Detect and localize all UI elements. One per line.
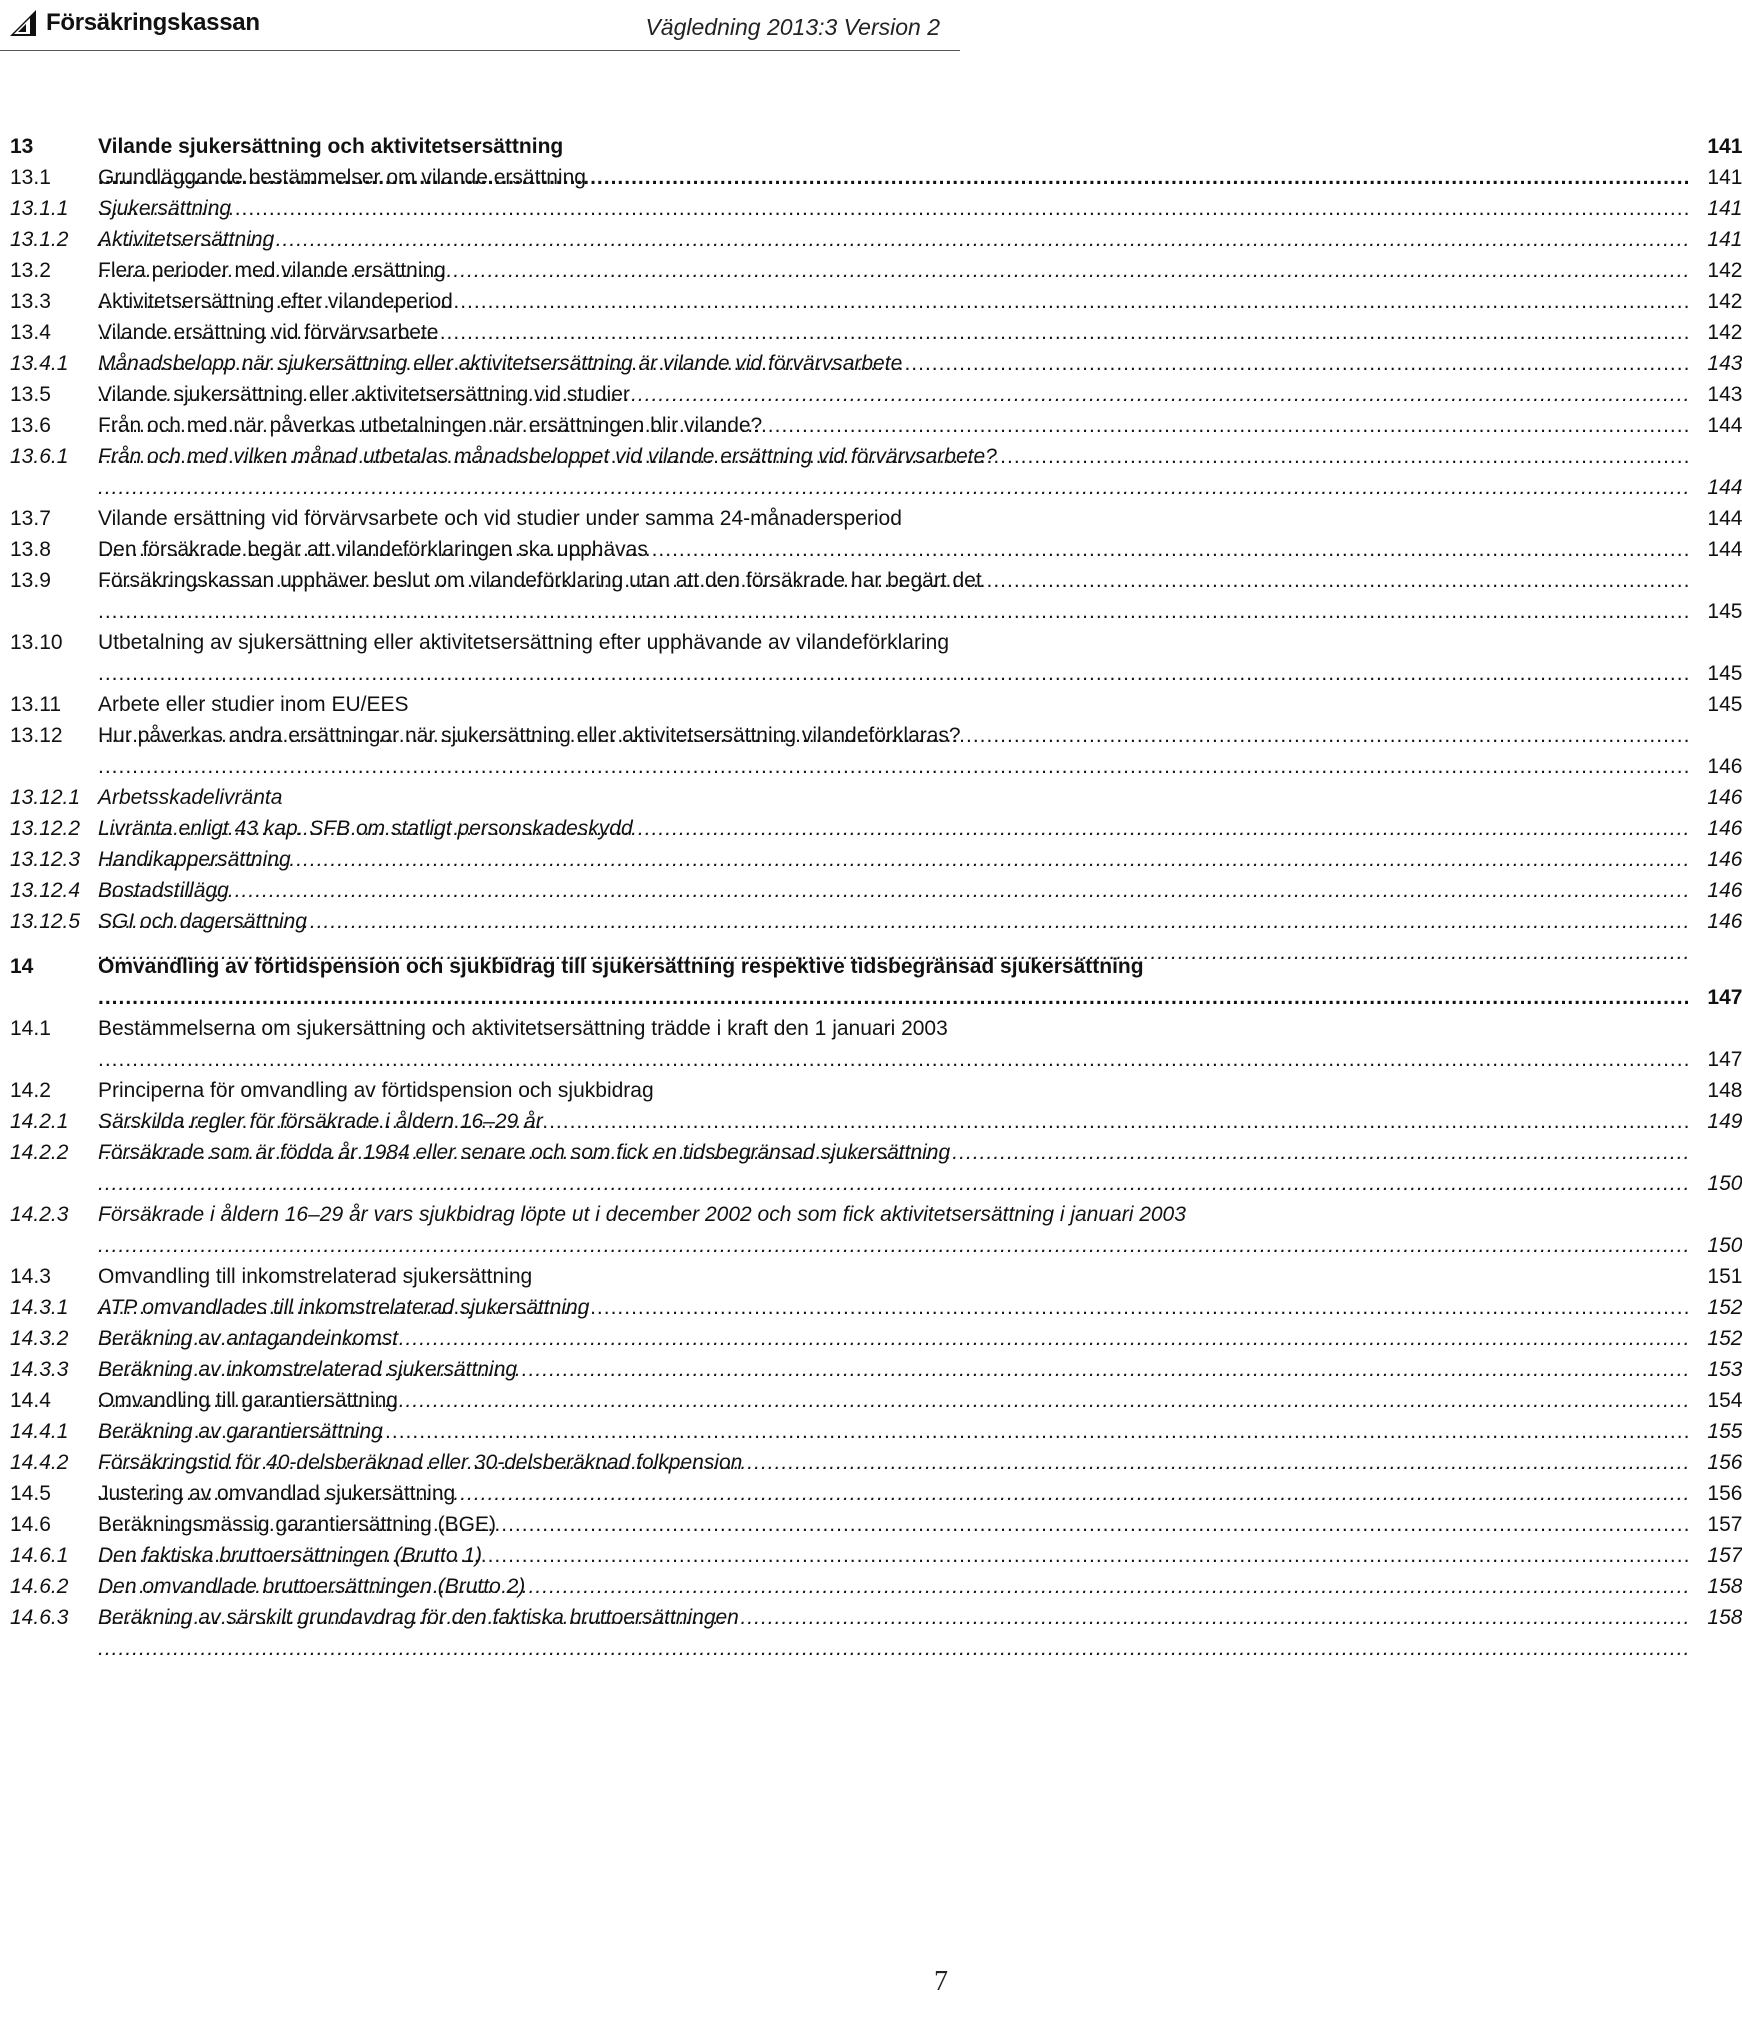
- toc-entry-page: 145: [1707, 693, 1742, 716]
- toc-entry-page: 143: [1707, 352, 1742, 375]
- header-divider: [0, 50, 960, 51]
- toc-entry-page: 143: [1707, 383, 1742, 406]
- toc-entry[interactable]: [10, 224, 1742, 255]
- logo-text: Försäkringskassan: [46, 9, 260, 36]
- toc-entry-title: Principerna för omvandling av förtidspension och sjukbidrag .....: [98, 1079, 1690, 1133]
- toc-entry-main: [98, 193, 1742, 224]
- toc-entry-page: 141: [1707, 197, 1742, 220]
- toc-entry-page: 142: [1707, 290, 1742, 313]
- toc-entry-page: 152: [1707, 1296, 1742, 1319]
- toc-entry-number: 13.7: [10, 507, 51, 530]
- toc-entry-main: [98, 1571, 1742, 1602]
- toc-entry-page: 144: [1707, 538, 1742, 561]
- toc-entry-title: Omvandling av förtidspension och sjukbidrag till sjukersättning respektive tidsbegränsad sjukersättning .....: [98, 955, 1690, 1009]
- toc-entry[interactable]: [10, 379, 1742, 410]
- toc-entry[interactable]: [10, 951, 1742, 1013]
- toc-entry-title: Från och med när påverkas utbetalningen när ersättningen blir vilande? .....: [98, 414, 1690, 468]
- toc-entry-page: 158: [1707, 1575, 1742, 1598]
- toc-entry[interactable]: [10, 689, 1742, 720]
- toc-entry-number: 14.3: [10, 1265, 51, 1288]
- toc-entry-number: 13.8: [10, 538, 51, 561]
- toc-entry-page: 144: [1707, 507, 1742, 530]
- toc-entry-page: 156: [1707, 1482, 1742, 1505]
- toc-entry-main: [98, 1540, 1742, 1571]
- toc-entry-title: Handikappersättning .....: [98, 848, 1690, 902]
- toc-entry[interactable]: [10, 627, 1742, 689]
- toc-entry[interactable]: [10, 1571, 1742, 1602]
- toc-entry[interactable]: [10, 193, 1742, 224]
- toc-entry-number: 14: [10, 955, 34, 978]
- toc-entry[interactable]: [10, 441, 1742, 503]
- toc-entry-number: 14.2.2: [10, 1141, 69, 1164]
- toc-entry-page: 153: [1707, 1358, 1742, 1381]
- toc-entry-number: 13.9: [10, 569, 51, 592]
- toc-entry[interactable]: [10, 813, 1742, 844]
- toc-entry-page: 146: [1707, 879, 1742, 902]
- toc-entry-page: 147: [1707, 986, 1742, 1009]
- toc-entry-main: [98, 720, 1742, 782]
- toc-entry-main: [98, 131, 1742, 162]
- toc-entry-main: [98, 782, 1742, 813]
- toc-entry-title: Arbetsskadelivränta .....: [98, 786, 1690, 840]
- toc-entry-page: 151: [1707, 1265, 1742, 1288]
- toc-entry-main: [98, 1137, 1742, 1199]
- toc-entry[interactable]: [10, 317, 1742, 348]
- toc-entry-page: 148: [1707, 1079, 1742, 1102]
- toc-entry[interactable]: [10, 1137, 1742, 1199]
- table-of-contents: [10, 131, 1742, 1633]
- toc-entry-main: [98, 1292, 1742, 1323]
- toc-entry-number: 13.4: [10, 321, 51, 344]
- toc-entry[interactable]: [10, 844, 1742, 875]
- toc-entry[interactable]: [10, 1416, 1742, 1447]
- toc-entry-number: 13.10: [10, 631, 63, 654]
- toc-entry-title: Bestämmelserna om sjukersättning och aktivitetsersättning trädde i kraft den 1 januari 2003 .....: [98, 1017, 1690, 1071]
- toc-entry-number: 14.6.2: [10, 1575, 69, 1598]
- toc-entry-main: [98, 1602, 1742, 1633]
- logo: [8, 8, 260, 38]
- toc-entry-title: Utbetalning av sjukersättning eller aktivitetsersättning efter upphävande av vilandeförklaring .....: [98, 631, 1690, 685]
- toc-entry-main: [98, 534, 1742, 565]
- toc-entry[interactable]: [10, 255, 1742, 286]
- toc-entry[interactable]: [10, 1509, 1742, 1540]
- toc-entry-title: Hur påverkas andra ersättningar när sjukersättning eller aktivitetsersättning vilandeförklaras? .....: [98, 724, 1690, 778]
- toc-entry[interactable]: [10, 875, 1742, 906]
- toc-entry-main: [98, 875, 1742, 906]
- toc-entry-number: 14.3.2: [10, 1327, 69, 1350]
- toc-entry-main: [98, 689, 1742, 720]
- toc-entry[interactable]: [10, 906, 1742, 937]
- toc-entry[interactable]: [10, 1199, 1742, 1261]
- toc-entry[interactable]: [10, 720, 1742, 782]
- toc-entry[interactable]: [10, 348, 1742, 379]
- toc-entry-page: 144: [1707, 476, 1742, 499]
- toc-entry-number: 14.3.3: [10, 1358, 69, 1381]
- toc-entry-page: 146: [1707, 817, 1742, 840]
- toc-entry-page: 144: [1707, 414, 1742, 437]
- toc-entry-number: 13.11: [10, 693, 61, 716]
- toc-entry-page: 157: [1707, 1544, 1742, 1567]
- toc-entry-main: [98, 906, 1742, 937]
- toc-entry-number: 13.12.5: [10, 910, 81, 933]
- toc-entry-page: 142: [1707, 259, 1742, 282]
- toc-entry-title: Livränta enligt 43 kap. SFB om statligt personskadeskydd .....: [98, 817, 1690, 871]
- toc-entry-title: Särskilda regler för försäkrade i åldern 16–29 år .....: [98, 1110, 1690, 1164]
- toc-entry-page: 146: [1707, 786, 1742, 809]
- toc-entry-page: 146: [1707, 910, 1742, 933]
- toc-entry-number: 14.4.1: [10, 1420, 69, 1443]
- toc-entry-title: ATP omvandlades till inkomstrelaterad sjukersättning .....: [98, 1296, 1690, 1350]
- toc-entry-number: 14.6.3: [10, 1606, 69, 1629]
- toc-entry[interactable]: [10, 1323, 1742, 1354]
- toc-entry[interactable]: [10, 286, 1742, 317]
- toc-entry-main: [98, 627, 1742, 689]
- toc-entry-title: Grundläggande bestämmelser om vilande ersättning .....: [98, 166, 1690, 220]
- toc-entry-number: 13.4.1: [10, 352, 69, 375]
- toc-entry-number: 13.6.1: [10, 445, 69, 468]
- toc-entry-number: 13.1.2: [10, 228, 69, 251]
- toc-entry[interactable]: [10, 1540, 1742, 1571]
- toc-entry-number: 13.12.3: [10, 848, 81, 871]
- toc-entry-title: Vilande ersättning vid förvärvsarbete och vid studier under samma 24-månadersperiod .....: [98, 507, 1690, 561]
- toc-entry-title: Från och med vilken månad utbetalas månadsbeloppet vid vilande ersättning vid förvärvsarbete? .....: [98, 445, 1690, 499]
- toc-entry-title: Försäkringskassan upphäver beslut om vilandeförklaring utan att den försäkrade har begärt det .....: [98, 569, 1690, 623]
- toc-entry-main: [98, 379, 1742, 410]
- toc-entry-number: 14.2.1: [10, 1110, 69, 1133]
- toc-entry[interactable]: [10, 534, 1742, 565]
- toc-entry-page: 154: [1707, 1389, 1742, 1412]
- toc-entry[interactable]: [10, 1447, 1742, 1478]
- toc-entry-title: Arbete eller studier inom EU/EES .....: [98, 693, 1690, 747]
- toc-entry-main: [98, 1385, 1742, 1416]
- toc-entry-number: 13.3: [10, 290, 51, 313]
- toc-entry-number: 13.12.4: [10, 879, 81, 902]
- toc-entry-number: 14.1: [10, 1017, 51, 1040]
- toc-entry-title: Försäkrade som är födda år 1984 eller senare och som fick en tidsbegränsad sjukersättning .....: [98, 1141, 1690, 1195]
- toc-entry-main: [98, 348, 1742, 379]
- toc-entry[interactable]: [10, 503, 1742, 534]
- toc-entry-number: 13.12.2: [10, 817, 81, 840]
- toc-entry-page: 145: [1707, 600, 1742, 623]
- toc-entry-title: Beräkning av garantiersättning .....: [98, 1420, 1690, 1474]
- toc-entry-page: 141: [1707, 166, 1742, 189]
- toc-entry-main: [98, 162, 1742, 193]
- toc-entry-number: 14.5: [10, 1482, 51, 1505]
- document-reference: Vägledning 2013:3 Version 2: [645, 14, 940, 40]
- toc-entry[interactable]: [10, 1354, 1742, 1385]
- toc-entry-main: [98, 1199, 1742, 1261]
- toc-entry-page: 146: [1707, 755, 1742, 778]
- toc-entry-title: Beräkning av särskilt grundavdrag för den faktiska bruttoersättningen .....: [98, 1606, 1690, 1660]
- toc-entry[interactable]: [10, 1075, 1742, 1106]
- toc-entry-title: Omvandling till garantiersättning .....: [98, 1389, 1690, 1443]
- toc-entry-title: Vilande sjukersättning och aktivitetsersättning .....: [98, 135, 1690, 189]
- toc-entry-number: 14.3.1: [10, 1296, 69, 1319]
- toc-entry-main: [98, 813, 1742, 844]
- toc-entry-number: 13.6: [10, 414, 51, 437]
- toc-entry-title: Den försäkrade begär att vilandeförklaringen ska upphävas .....: [98, 538, 1690, 592]
- toc-entry-title: Beräkning av inkomstrelaterad sjukersättning .....: [98, 1358, 1690, 1412]
- toc-entry-main: [98, 1013, 1742, 1075]
- toc-entry-title: Justering av omvandlad sjukersättning .....: [98, 1482, 1690, 1536]
- toc-entry-title: Sjukersättning .....: [98, 197, 1690, 251]
- toc-entry[interactable]: [10, 1106, 1742, 1137]
- toc-entry-main: [98, 441, 1742, 503]
- toc-entry-main: [98, 1416, 1742, 1447]
- toc-entry-main: [98, 1478, 1742, 1509]
- toc-entry-page: 152: [1707, 1327, 1742, 1350]
- toc-entry-title: Den omvandlade bruttoersättningen (Brutto 2) .....: [98, 1575, 1690, 1629]
- toc-entry-title: Vilande sjukersättning eller aktivitetsersättning vid studier .....: [98, 383, 1690, 437]
- page-header: [0, 0, 960, 54]
- toc-entry-title: Beräkning av antagandeinkomst .....: [98, 1327, 1690, 1381]
- toc-entry-number: 13.2: [10, 259, 51, 282]
- toc-entry-page: 145: [1707, 662, 1742, 685]
- toc-entry-main: [98, 951, 1742, 1013]
- toc-entry-title: Vilande ersättning vid förvärvsarbete .....: [98, 321, 1690, 375]
- toc-entry-title: Månadsbelopp när sjukersättning eller aktivitetsersättning är vilande vid förvärvsarbete .....: [98, 352, 1690, 406]
- toc-entry-title: Aktivitetsersättning efter vilandeperiod .....: [98, 290, 1690, 344]
- toc-entry-main: [98, 224, 1742, 255]
- toc-entry-page: 149: [1707, 1110, 1742, 1133]
- toc-entry-number: 14.4.2: [10, 1451, 69, 1474]
- page-number: 7: [934, 1966, 948, 1997]
- toc-entry[interactable]: [10, 1261, 1742, 1292]
- toc-entry-page: 155: [1707, 1420, 1742, 1443]
- toc-entry-title: Den faktiska bruttoersättningen (Brutto 1) .....: [98, 1544, 1690, 1598]
- toc-entry-main: [98, 255, 1742, 286]
- toc-entry-title: Flera perioder med vilande ersättning .....: [98, 259, 1690, 313]
- toc-entry[interactable]: [10, 131, 1742, 162]
- toc-entry-title: Omvandling till inkomstrelaterad sjukersättning .....: [98, 1265, 1690, 1319]
- toc-entry-main: [98, 1323, 1742, 1354]
- toc-entry-title: SGI och dagersättning .....: [98, 910, 1690, 964]
- toc-entry-main: [98, 1261, 1742, 1292]
- toc-entry-number: 14.2.3: [10, 1203, 69, 1226]
- toc-entry-main: [98, 286, 1742, 317]
- toc-entry-main: [98, 1106, 1742, 1137]
- toc-entry-number: 13.12.1: [10, 786, 81, 809]
- toc-entry-page: 157: [1707, 1513, 1742, 1536]
- toc-entry-main: [98, 844, 1742, 875]
- toc-entry-main: [98, 1447, 1742, 1478]
- toc-entry-page: 150: [1707, 1172, 1742, 1195]
- logo-icon: [8, 8, 38, 38]
- toc-entry-title: Bostadstillägg .....: [98, 879, 1690, 933]
- toc-entry[interactable]: [10, 1478, 1742, 1509]
- toc-entry-page: 156: [1707, 1451, 1742, 1474]
- toc-entry-number: 14.2: [10, 1079, 51, 1102]
- toc-entry[interactable]: [10, 1292, 1742, 1323]
- toc-entry-title: Försäkringstid för 40-delsberäknad eller 30-delsberäknad folkpension .....: [98, 1451, 1690, 1505]
- toc-entry-main: [98, 503, 1742, 534]
- toc-entry[interactable]: [10, 1013, 1742, 1075]
- toc-entry-main: [98, 1509, 1742, 1540]
- toc-entry-page: 146: [1707, 848, 1742, 871]
- toc-entry-main: [98, 317, 1742, 348]
- toc-entry-page: 147: [1707, 1048, 1742, 1071]
- toc-entry[interactable]: [10, 565, 1742, 627]
- toc-entry-main: [98, 410, 1742, 441]
- toc-entry-page: 158: [1707, 1606, 1742, 1629]
- toc-entry-page: 141: [1707, 135, 1742, 158]
- toc-entry-page: 150: [1707, 1234, 1742, 1257]
- toc-entry-title: Försäkrade i åldern 16–29 år vars sjukbidrag löpte ut i december 2002 och som fick aktivitetsersättning i januari 2003 .....: [98, 1203, 1690, 1257]
- toc-entry-page: 142: [1707, 321, 1742, 344]
- toc-entry-number: 13.5: [10, 383, 51, 406]
- toc-entry-number: 14.6.1: [10, 1544, 69, 1567]
- toc-entry-page: 141: [1707, 228, 1742, 251]
- toc-entry-title: Aktivitetsersättning .....: [98, 228, 1690, 282]
- toc-entry-number: 14.6: [10, 1513, 51, 1536]
- toc-entry[interactable]: [10, 162, 1742, 193]
- toc-entry-number: 13.1: [10, 166, 51, 189]
- toc-entry-title: Beräkningsmässig garantiersättning (BGE) .....: [98, 1513, 1690, 1567]
- toc-entry[interactable]: [10, 410, 1742, 441]
- toc-entry-main: [98, 565, 1742, 627]
- toc-entry[interactable]: [10, 1602, 1742, 1633]
- toc-entry-number: 13.1.1: [10, 197, 69, 220]
- toc-entry[interactable]: [10, 1385, 1742, 1416]
- toc-entry-number: 13.12: [10, 724, 63, 747]
- toc-entry[interactable]: [10, 782, 1742, 813]
- toc-entry-main: [98, 1075, 1742, 1106]
- toc-entry-number: 14.4: [10, 1389, 51, 1412]
- toc-entry-number: 13: [10, 135, 34, 158]
- toc-entry-main: [98, 1354, 1742, 1385]
